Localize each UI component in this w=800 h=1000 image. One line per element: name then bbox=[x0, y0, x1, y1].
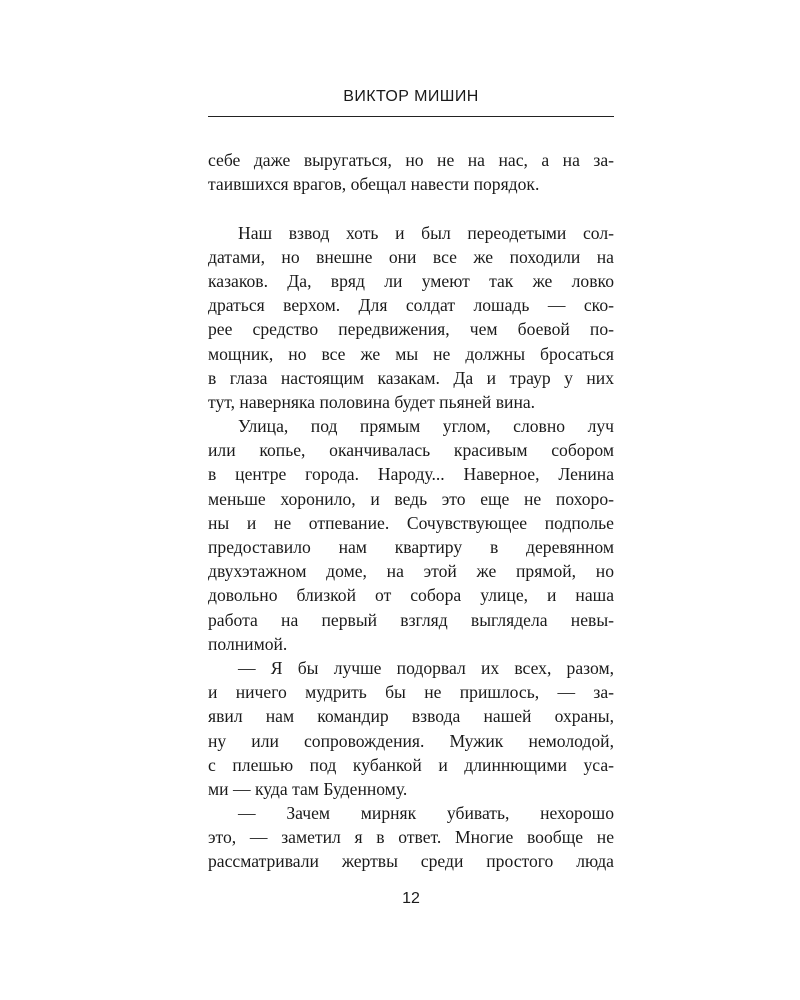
body-text bbox=[208, 148, 614, 874]
text-line: ну или сопровождения. Мужик немолодой, bbox=[208, 730, 614, 751]
text-line: драться верхом. Для солдат лошадь — ско- bbox=[208, 295, 614, 316]
text-line: Наш взвод хоть и был переодетыми сол- bbox=[238, 222, 614, 243]
text-line: в центре города. Народу... Наверное, Ленина bbox=[208, 464, 614, 485]
text-line: полнимой. bbox=[208, 633, 288, 654]
text-line: датами, но внешне они все же походили на bbox=[208, 246, 614, 267]
text-line: мощник, но все же мы не должны бросаться bbox=[208, 343, 614, 364]
text-line: довольно близкой от собора улице, и наша bbox=[208, 585, 614, 606]
text-line: работа на первый взгляд выглядела невы- bbox=[208, 609, 614, 630]
text-line: — Зачем мирняк убивать, нехорошо bbox=[238, 803, 614, 824]
text-line: с плешью под кубанкой и длиннющими уса- bbox=[208, 754, 614, 775]
text-line: казаков. Да, вряд ли умеют так же ловко bbox=[208, 270, 614, 291]
text-line: себе даже выругаться, но не на нас, а на за- bbox=[208, 150, 614, 170]
text-line: двухэтажном доме, на этой же прямой, но bbox=[208, 561, 614, 582]
text-line: тут, наверняка половина будет пьяней вина. bbox=[208, 391, 536, 412]
text-line: предоставило нам квартиру в деревянном bbox=[208, 537, 614, 557]
paragraph-gap bbox=[208, 196, 614, 220]
text-line: и ничего мудрить бы не пришлось, — за- bbox=[208, 682, 614, 703]
header-rule bbox=[208, 116, 614, 117]
text-line: ми — куда там Буденному. bbox=[208, 778, 408, 799]
text-line: — Я бы лучше подорвал их всех, разом, bbox=[238, 657, 614, 678]
text-line: это, — заметил я в ответ. Многие вообще не bbox=[208, 827, 614, 848]
text-line: рассматривали жертвы среди простого люда bbox=[208, 851, 614, 872]
text-line: меньше хоронило, и ведь это еще не похоро- bbox=[208, 488, 614, 509]
text-line: ны и не отпевание. Сочувствующее подполье bbox=[208, 512, 614, 533]
text-line: рее средство передвижения, чем боевой по- bbox=[208, 319, 614, 340]
page-number: 12 bbox=[402, 890, 420, 907]
text-line: или копье, оканчивалась красивым собором bbox=[208, 440, 614, 461]
text-line: таившихся врагов, обещал навести порядок. bbox=[208, 174, 540, 195]
text-line: в глаза настоящим казакам. Да и траур у них bbox=[208, 367, 614, 388]
running-header-author: ВИКТОР МИШИН bbox=[343, 88, 479, 105]
text-line: Улица, под прямым углом, словно луч bbox=[238, 416, 614, 437]
text-line: явил нам командир взвода нашей охраны, bbox=[208, 706, 614, 727]
